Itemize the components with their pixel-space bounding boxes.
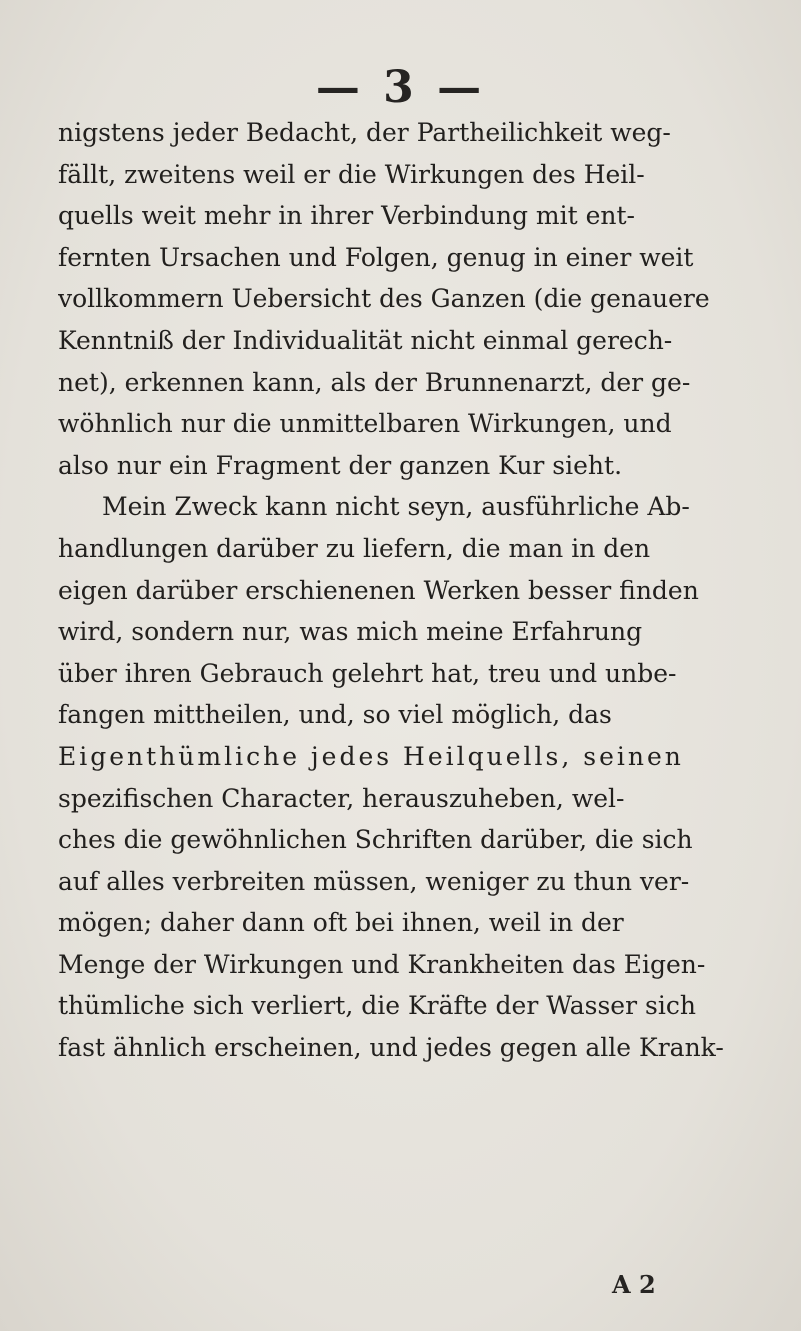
text-line: thümliche sich verliert, die Kräfte der Wasser sich [58, 991, 696, 1021]
text-line: handlungen darüber zu liefern, die man in den [58, 533, 651, 563]
text-line: fast ähnlich erscheinen, und jedes gegen alle Krank- [58, 1033, 724, 1063]
text-line: Kenntniß der Individualität nicht einmal gerech- [58, 325, 673, 355]
text-line: auf alles verbreiten müssen, weniger zu thun ver- [58, 866, 690, 896]
text-line: vollkommern Uebersicht des Ganzen (die genauere [58, 284, 710, 314]
text-line: fernten Ursachen und Folgen, genug in einer weit [58, 242, 694, 272]
text-line: also nur ein Fragment der ganzen Kur sieht. [58, 450, 623, 480]
signature-mark: A 2 [612, 1270, 656, 1299]
text-line: über ihren Gebrauch gelehrt hat, treu und unbe- [58, 658, 677, 688]
text-line: nigstens jeder Bedacht, der Partheilichkeit weg- [58, 118, 671, 147]
text-line: net), erkennen kann, als der Brunnenarzt, der ge- [58, 367, 691, 397]
text-line: ches die gewöhnlichen Schriften darüber, die sich [58, 825, 693, 855]
text-line: eigen darüber erschienenen Werken besser finden [58, 575, 699, 605]
text-line: quells weit mehr in ihrer Verbindung mit ent- [58, 201, 635, 231]
text-line: fangen mittheilen, und, so viel möglich, das [58, 700, 612, 730]
text-line: mögen; daher dann oft bei ihnen, weil in der [58, 908, 624, 938]
page-number: — 3 — [315, 62, 486, 113]
text-line: Menge der Wirkungen und Krankheiten das Eigen- [58, 949, 706, 979]
text-line: fällt, zweitens weil er die Wirkungen des Heil- [58, 159, 645, 189]
paragraph-start-line: Mein Zweck kann nicht seyn, ausführliche Ab- [102, 492, 690, 522]
text-line-spaced: spezifischen Character, herauszuheben, wel- [58, 783, 625, 813]
text-line-spaced: Eigenthümliche jedes Heilquells, seinen [58, 741, 684, 771]
text-line: wöhnlich nur die unmittelbaren Wirkungen, und [58, 409, 672, 439]
body-text [58, 112, 770, 1069]
text-line: wird, sondern nur, was mich meine Erfahrung [58, 617, 643, 647]
